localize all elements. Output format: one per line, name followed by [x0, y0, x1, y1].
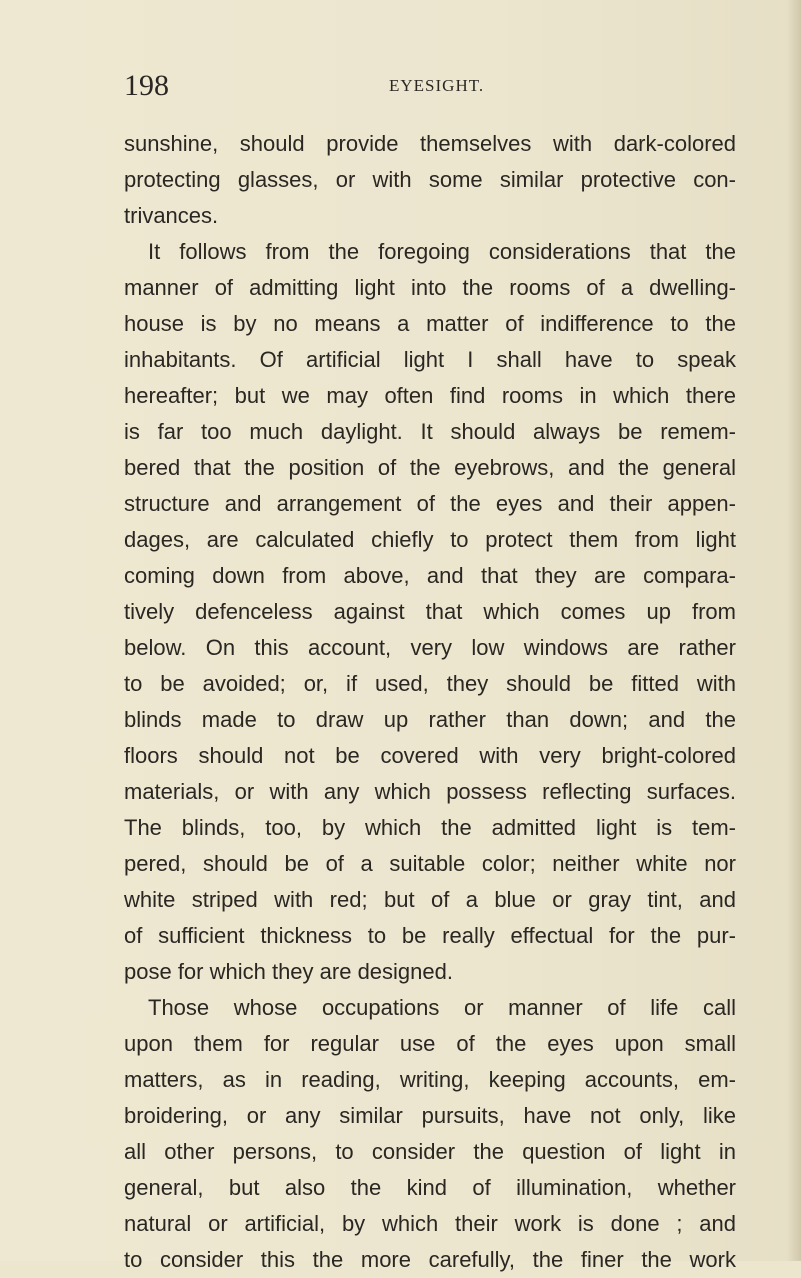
running-head	[124, 66, 736, 106]
text-line: natural or artificial, by which their work is done ; and	[124, 1211, 736, 1236]
text-line: floors should not be covered with very bright-colored	[124, 743, 736, 768]
text-line: Those whose occupations or manner of life call	[148, 995, 736, 1020]
text-line: hereafter; but we may often find rooms in which there	[124, 383, 736, 408]
text-line: matters, as in reading, writing, keeping accounts, em-	[124, 1067, 736, 1092]
text-line: It follows from the foregoing considerations that the	[148, 239, 736, 264]
text-line: trivances.	[124, 203, 219, 228]
text-line: manner of admitting light into the rooms of a dwelling-	[124, 275, 736, 300]
text-line: materials, or with any which possess reflecting surfaces.	[124, 779, 736, 804]
text-line: tively defenceless against that which comes up from	[124, 599, 736, 624]
text-line: is far too much daylight. It should always be remem-	[124, 419, 736, 444]
page-number: 198	[124, 69, 169, 102]
text-line: pose for which they are designed.	[124, 959, 453, 984]
text-line: pered, should be of a suitable color; neither white nor	[124, 851, 736, 876]
text-line: sunshine, should provide themselves with dark-colored	[124, 131, 736, 156]
text-line: bered that the position of the eyebrows, and the general	[124, 455, 736, 480]
text-line: all other persons, to consider the question of light in	[124, 1139, 736, 1164]
text-line: inhabitants. Of artificial light I shall have to speak	[124, 347, 736, 372]
running-title: EYESIGHT.	[389, 76, 485, 95]
body-text	[124, 126, 736, 1278]
text-line: to be avoided; or, if used, they should be fitted with	[124, 671, 736, 696]
text-line: house is by no means a matter of indifference to the	[124, 311, 736, 336]
text-line: blinds made to draw up rather than down; and the	[124, 707, 736, 732]
text-line: to consider this the more carefully, the finer the work	[124, 1247, 736, 1272]
text-line: below. On this account, very low windows are rather	[124, 635, 736, 660]
text-line: white striped with red; but of a blue or gray tint, and	[124, 887, 736, 912]
text-line: broidering, or any similar pursuits, have not only, like	[124, 1103, 736, 1128]
text-line: protecting glasses, or with some similar protective con-	[124, 167, 736, 192]
text-line: general, but also the kind of illumination, whether	[124, 1175, 736, 1200]
text-line: structure and arrangement of the eyes and their appen-	[124, 491, 736, 516]
text-line: upon them for regular use of the eyes upon small	[124, 1031, 736, 1056]
text-line: dages, are calculated chiefly to protect them from light	[124, 527, 736, 552]
text-line: of sufficient thickness to be really effectual for the pur-	[124, 923, 736, 948]
text-line: coming down from above, and that they are compara-	[124, 563, 736, 588]
page-edge-shadow	[787, 0, 801, 1261]
text-line: The blinds, too, by which the admitted light is tem-	[124, 815, 736, 840]
